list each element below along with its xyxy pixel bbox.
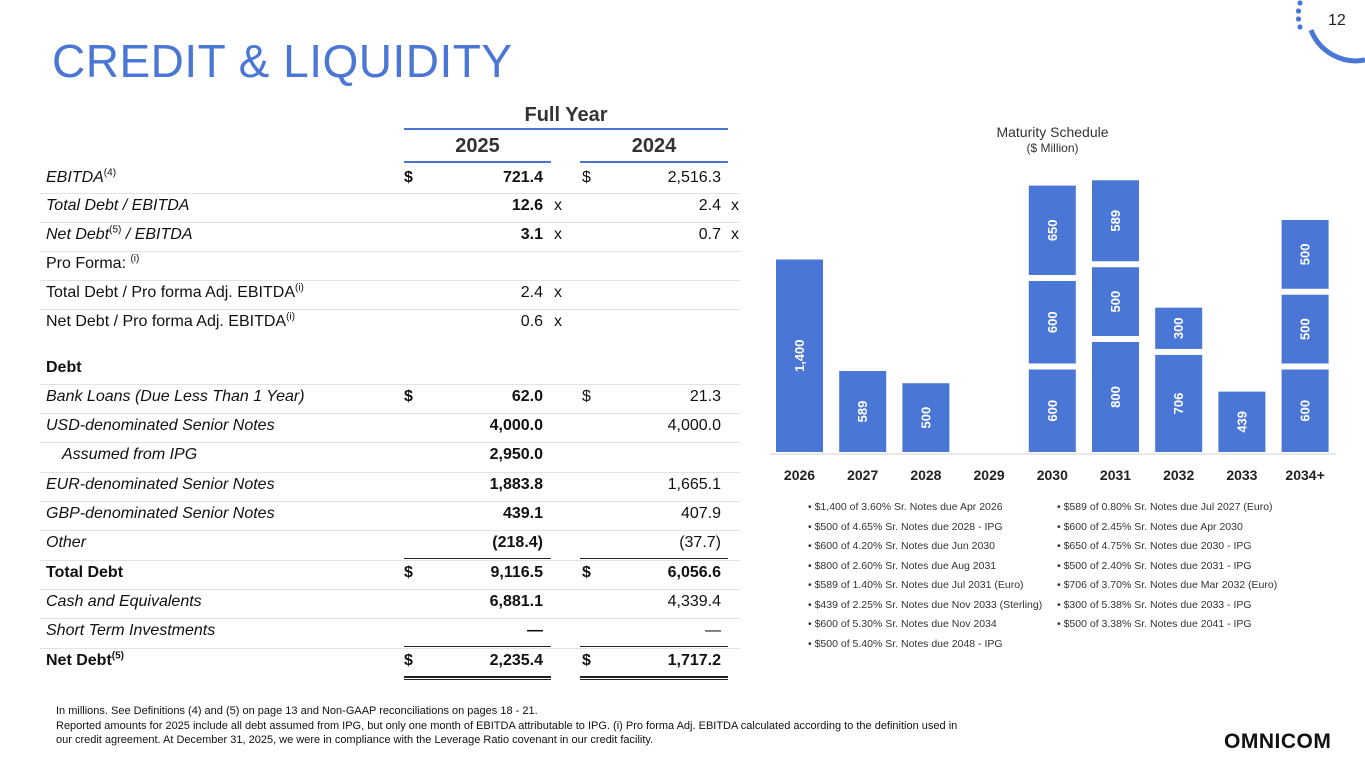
x-tick-label: 2026	[783, 467, 816, 483]
maturity-notes-left	[808, 498, 1042, 654]
row-divider	[40, 384, 740, 385]
maturity-note: • $1,400 of 3.60% Sr. Notes due Apr 2026	[808, 501, 1003, 513]
table-row	[0, 309, 760, 338]
value-2024: 2,516.3	[667, 169, 721, 186]
year-2025-rule	[404, 161, 551, 163]
row-label-text: GBP-denominated Senior Notes	[46, 505, 275, 522]
year-2024-header: 2024	[631, 135, 677, 157]
value-2024: 6,056.6	[667, 564, 721, 581]
double-rule-2025	[404, 676, 551, 678]
footnote-ref: (4)	[103, 167, 117, 179]
value-2025: 2,235.4	[489, 652, 543, 669]
row-divider	[40, 618, 740, 619]
row-label-text: Net Debt	[46, 652, 112, 669]
bar-data-label: 439	[1234, 410, 1250, 433]
value-2025: 3.1	[520, 226, 543, 243]
maturity-note: • $650 of 4.75% Sr. Notes due 2030 - IPG	[1057, 540, 1252, 552]
net-debt-rule-2025	[404, 646, 551, 647]
currency-2024: $	[582, 169, 591, 186]
currency-2025: $	[404, 564, 413, 581]
row-label-text: EBITDA	[46, 169, 104, 186]
value-2025: 0.6	[520, 313, 543, 330]
maturity-note: • $439 of 2.25% Sr. Notes due Nov 2033 (Sterling)	[808, 598, 1043, 611]
table-row	[0, 193, 760, 222]
row-label	[46, 284, 304, 302]
maturity-note: • $600 of 4.20% Sr. Notes due Jun 2030	[808, 540, 995, 552]
footnote-line: our credit agreement. At December 31, 2025, we were in compliance with the Leverage Ratio covenant in our credit facility.	[56, 734, 654, 746]
currency-2024: $	[582, 652, 591, 669]
x-tick-label: 2032	[1163, 467, 1195, 483]
value-2025: 2.4	[520, 284, 543, 301]
bar-data-label: 1,400	[792, 339, 807, 373]
row-label-text: USD-denominated Senior Notes	[46, 417, 275, 434]
chart-subtitle: ($ Million)	[1026, 141, 1079, 155]
maturity-schedule-chart	[770, 180, 1340, 490]
x-tick-label: 2034+	[1285, 467, 1325, 483]
double-rule-2025b	[404, 679, 551, 680]
row-divider	[40, 530, 740, 531]
x-tick-label: 2031	[1099, 467, 1132, 483]
row-label	[46, 652, 124, 670]
net-debt-rule-2024	[580, 646, 728, 647]
row-label	[46, 226, 193, 244]
multiple-2025: x	[554, 197, 562, 214]
table-row	[0, 530, 760, 559]
row-label-text: Short Term Investments	[46, 622, 216, 639]
table-row	[0, 384, 760, 413]
table-row	[0, 618, 760, 647]
row-label	[46, 564, 123, 582]
row-label	[46, 255, 139, 273]
table-row	[0, 589, 760, 618]
row-label	[46, 505, 275, 523]
value-2024: 407.9	[680, 505, 721, 522]
multiple-2024: x	[731, 197, 739, 214]
footnote	[56, 704, 1066, 748]
maturity-note: • $589 of 0.80% Sr. Notes due Jul 2027 (Euro)	[1057, 501, 1273, 513]
row-label-text: Total Debt	[46, 564, 124, 581]
value-2025: 6,881.1	[489, 593, 543, 610]
footnote-ref: (i)	[286, 311, 295, 323]
page-title: CREDIT & LIQUIDITY	[52, 35, 513, 87]
value-2024: 21.3	[689, 388, 721, 405]
value-2024: 0.7	[698, 226, 721, 243]
x-tick-label: 2033	[1226, 467, 1258, 483]
year-2025-header: 2025	[455, 135, 500, 157]
bar-data-label: 500	[918, 406, 934, 429]
row-divider	[40, 442, 740, 443]
value-2024: 4,000.0	[667, 417, 721, 434]
value-2025: 2,950.0	[489, 446, 543, 463]
footnote-line: Reported amounts for 2025 include all debt assumed from IPG, but only one month of EBITDA attributable to IPG. (i) Pro forma Adj. EBITDA calculated according to the definition used in	[56, 719, 958, 732]
maturity-note: • $600 of 5.30% Sr. Notes due Nov 2034	[808, 618, 997, 630]
row-divider	[40, 648, 740, 649]
multiple-2025: x	[554, 313, 562, 330]
page-number: 12	[1328, 12, 1346, 29]
table-row	[0, 442, 760, 471]
row-label-text: Total Debt / Pro forma Adj. EBITDA	[46, 284, 295, 301]
value-2024: 1,717.2	[667, 652, 721, 669]
row-divider	[40, 251, 740, 252]
value-2024: 2.4	[698, 197, 721, 214]
multiple-2025: x	[554, 284, 562, 301]
value-2025: 721.4	[502, 169, 543, 186]
table-row	[0, 413, 760, 442]
x-tick-label: 2028	[910, 467, 942, 483]
row-label	[46, 313, 295, 331]
row-divider	[40, 413, 740, 414]
x-tick-label: 2030	[1036, 467, 1068, 483]
full-year-header: Full Year	[524, 104, 608, 126]
bar-data-label: 600	[1297, 399, 1313, 422]
maturity-note: • $800 of 2.60% Sr. Notes due Aug 2031	[808, 559, 997, 572]
row-label	[46, 476, 275, 494]
bar-data-label: 589	[855, 400, 871, 423]
value-2024: —	[705, 622, 721, 639]
table-row	[0, 560, 760, 589]
row-label	[46, 169, 116, 187]
row-label	[62, 446, 197, 464]
footnote-ref: (i)	[294, 282, 304, 294]
currency-2025: $	[404, 388, 413, 405]
row-divider	[40, 501, 740, 502]
table-row	[0, 648, 760, 677]
corner-arc-decoration	[1292, 0, 1365, 66]
x-tick-label: 2029	[973, 467, 1005, 483]
maturity-notes-right	[1057, 498, 1277, 635]
maturity-note: • $500 of 5.40% Sr. Notes due 2048 - IPG	[808, 637, 1003, 650]
maturity-note: • $600 of 2.45% Sr. Notes due Apr 2030	[1057, 520, 1243, 533]
maturity-note: • $500 of 3.38% Sr. Notes due 2041 - IPG	[1057, 618, 1252, 630]
row-label	[46, 622, 215, 640]
multiple-2024: x	[731, 226, 739, 243]
currency-2024: $	[582, 388, 591, 405]
row-label-text: Net Debt	[46, 226, 110, 243]
row-label-text: EUR-denominated Senior Notes	[46, 476, 275, 493]
row-divider	[40, 193, 740, 194]
row-divider	[40, 309, 740, 310]
row-label	[46, 388, 305, 406]
row-label-text: / EBITDA	[121, 226, 193, 243]
row-divider	[40, 472, 740, 473]
row-divider	[40, 280, 740, 281]
table-row	[0, 251, 760, 280]
value-2025: 12.6	[511, 197, 543, 214]
footnote-line: In millions. See Definitions (4) and (5) on page 13 and Non-GAAP reconciliations on pages 18 - 21.	[56, 705, 538, 717]
value-2025: 4,000.0	[489, 417, 543, 434]
row-label-text: Debt	[46, 359, 82, 376]
bar-data-label: 589	[1108, 209, 1123, 232]
maturity-note: • $706 of 3.70% Sr. Notes due Mar 2032 (Euro)	[1057, 579, 1278, 591]
multiple-2025: x	[554, 226, 562, 243]
row-label-text: Net Debt / Pro forma Adj. EBITDA	[46, 313, 287, 330]
maturity-note: • $500 of 4.65% Sr. Notes due 2028 - IPG	[808, 520, 1003, 533]
year-2024-rule	[580, 161, 728, 163]
bar-data-label: 650	[1044, 219, 1060, 242]
row-label-text: Pro Forma:	[46, 255, 131, 272]
value-2025: 1,883.8	[489, 476, 543, 493]
bar-data-label: 706	[1171, 392, 1187, 415]
row-label	[46, 534, 86, 552]
maturity-note: • $500 of 2.40% Sr. Notes due 2031 - IPG	[1057, 559, 1252, 572]
bar-data-label: 500	[1297, 243, 1313, 266]
value-2025: 62.0	[511, 388, 543, 405]
footnote-ref: (5)	[109, 224, 122, 236]
value-2025: —	[527, 622, 543, 639]
maturity-note: • $589 of 1.40% Sr. Notes due Jul 2031 (Euro)	[808, 579, 1024, 591]
row-divider	[40, 589, 740, 590]
row-label	[46, 417, 275, 435]
bar-data-label: 500	[1297, 318, 1313, 340]
bar-data-label: 300	[1171, 317, 1187, 340]
table-row	[0, 165, 760, 194]
chart-title: Maturity Schedule	[996, 124, 1109, 140]
table-row	[0, 472, 760, 501]
x-tick-label: 2027	[847, 467, 879, 483]
double-rule-2024	[580, 676, 728, 678]
maturity-note: • $300 of 5.38% Sr. Notes due 2033 - IPG	[1057, 598, 1252, 611]
footnote-ref: (i)	[130, 253, 140, 265]
double-rule-2024b	[580, 679, 728, 680]
row-label	[46, 197, 189, 215]
table-row	[0, 280, 760, 309]
row-label-text: Cash and Equivalents	[46, 593, 202, 610]
bar-data-label: 500	[1108, 290, 1123, 313]
row-label-text: Other	[46, 534, 87, 551]
currency-2024: $	[582, 564, 591, 581]
omnicom-logo: OMNICOM	[1224, 730, 1332, 753]
row-divider	[40, 560, 740, 561]
row-label-text: Total Debt / EBITDA	[46, 197, 190, 214]
row-label	[46, 359, 82, 377]
value-2025: 439.1	[502, 505, 543, 522]
value-2024: (37.7)	[679, 534, 721, 551]
full-year-rule	[404, 128, 728, 130]
row-label	[46, 593, 202, 611]
subtotal-rule-2025	[404, 558, 551, 559]
bar-data-label: 800	[1108, 386, 1123, 408]
table-row	[0, 222, 760, 251]
currency-2025: $	[404, 652, 413, 669]
value-2024: 4,339.4	[667, 593, 721, 610]
table-row	[0, 355, 760, 384]
value-2024: 1,665.1	[667, 476, 721, 493]
footnote-ref: (5)	[111, 650, 125, 662]
table-row	[0, 501, 760, 530]
bar-data-label: 600	[1044, 311, 1060, 334]
subtotal-rule-2024	[580, 558, 728, 559]
currency-2025: $	[404, 169, 413, 186]
row-divider	[40, 222, 740, 223]
value-2025: (218.4)	[492, 534, 543, 551]
row-label-text: Bank Loans (Due Less Than 1 Year)	[46, 388, 305, 405]
bar-data-label: 600	[1044, 399, 1060, 422]
row-label-text: Assumed from IPG	[62, 446, 198, 463]
value-2025: 9,116.5	[490, 564, 543, 581]
